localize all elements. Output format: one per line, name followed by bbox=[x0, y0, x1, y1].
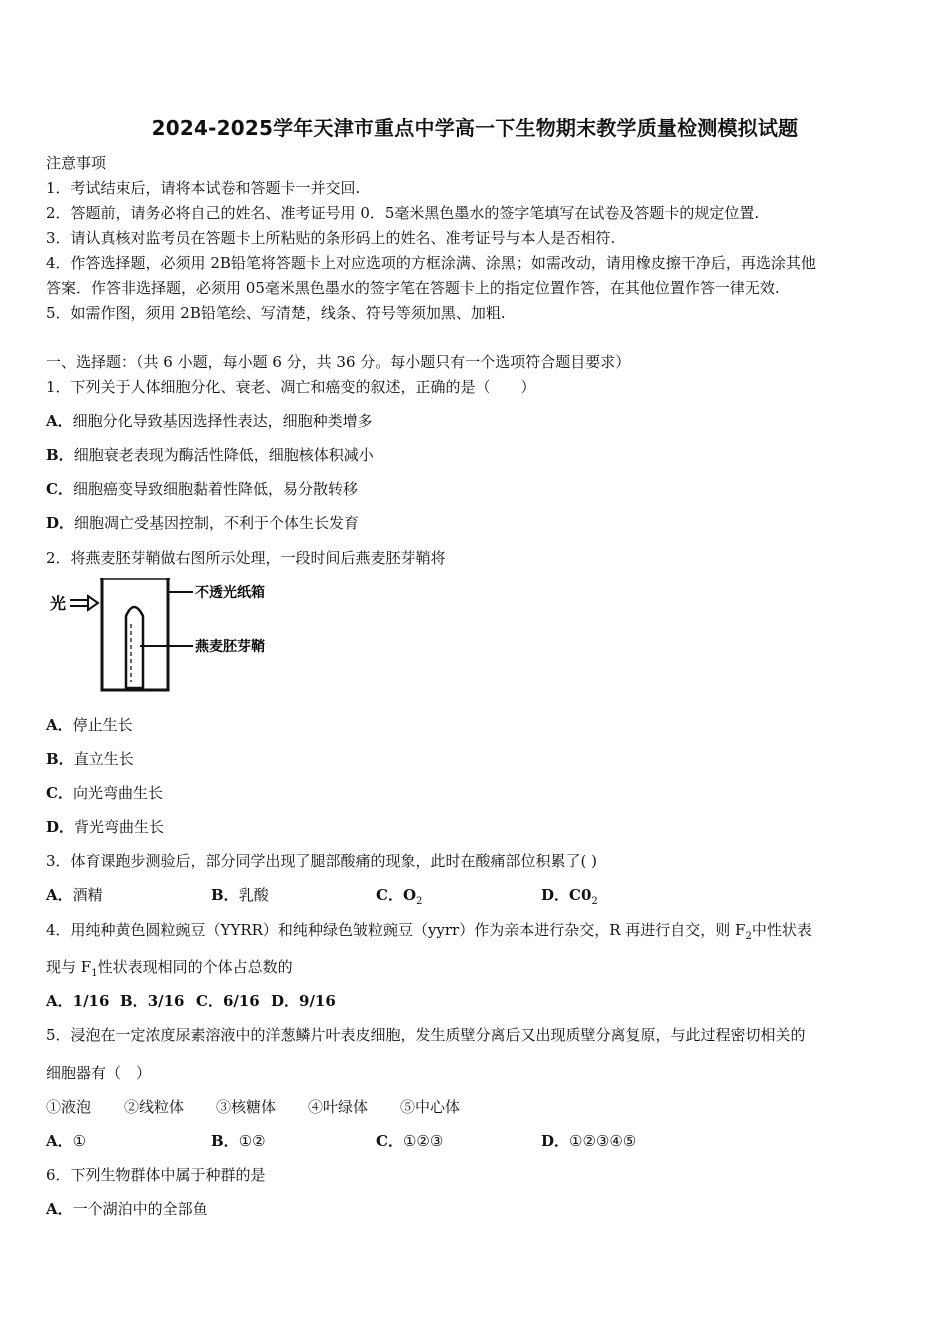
q4-options bbox=[46, 990, 446, 1010]
notice-item-1: 1．考试结束后，请将本试卷和答题卡一并交回. bbox=[46, 179, 361, 197]
option-label: A． bbox=[46, 412, 73, 430]
q4-stem-line1 bbox=[46, 919, 812, 942]
q6-option-a bbox=[46, 1198, 208, 1219]
option-label: A． bbox=[46, 886, 73, 904]
option-label: B． bbox=[46, 446, 74, 464]
page-title: 2024-2025学年天津市重点中学高一下生物期末教学质量检测模拟试题 bbox=[151, 116, 799, 140]
option-text: 一个湖泊中的全部鱼 bbox=[72, 1200, 208, 1218]
option-label: D． bbox=[46, 818, 75, 836]
option-text: 6/16 bbox=[222, 992, 260, 1010]
q5-organelle-list bbox=[46, 1096, 546, 1116]
option-text: 细胞癌变导致细胞黏着性降低，易分散转移 bbox=[72, 480, 358, 498]
option-text: 背光弯曲生长 bbox=[74, 818, 165, 836]
q2-option-b bbox=[46, 748, 134, 769]
coleoptile-diagram bbox=[48, 572, 288, 697]
light-label: 光 bbox=[50, 594, 67, 613]
notice-item-2: 2．答题前，请务必将自己的姓名、准考证号用 0．5毫米黑色墨水的签字笔填写在试卷及答题卡的规定位置. bbox=[46, 204, 760, 222]
option-text: 乳酸 bbox=[238, 886, 269, 904]
oat-coleoptile-figure bbox=[48, 572, 288, 697]
option-label: D． bbox=[541, 1132, 570, 1150]
organelle-item: ④叶绿体 bbox=[308, 1098, 369, 1116]
q1-option-d bbox=[46, 512, 359, 533]
q4-option-d bbox=[271, 990, 336, 1011]
stem-text-tail: 性状表现相同的个体占总数的 bbox=[97, 958, 293, 976]
option-text: 向光弯曲生长 bbox=[72, 784, 163, 802]
notice-item-5: 5．如需作图，须用 2B铅笔绘、写清楚，线条、符号等须加黑、加粗. bbox=[46, 304, 506, 322]
q5-option-b bbox=[211, 1130, 266, 1151]
option-label: B． bbox=[120, 992, 148, 1010]
option-label: C． bbox=[196, 992, 223, 1010]
q1-option-b bbox=[46, 444, 374, 465]
q3-option-c bbox=[376, 884, 422, 907]
notice-item-3: 3．请认真核对监考员在答题卡上所粘贴的条形码上的姓名、准考证号与本人是否相符. bbox=[46, 229, 616, 247]
option-text: 9/16 bbox=[299, 992, 336, 1010]
q4-option-c bbox=[196, 990, 260, 1011]
option-label: D． bbox=[271, 992, 300, 1010]
q2-option-d bbox=[46, 816, 164, 837]
option-label: C． bbox=[376, 886, 403, 904]
notice-heading: 注意事项 bbox=[46, 154, 107, 172]
organelle-item: ①液泡 bbox=[46, 1098, 92, 1116]
q5-options bbox=[46, 1130, 746, 1150]
notice-item-4: 4．作答选择题，必须用 2B铅笔将答题卡上对应选项的方框涂满、涂黑；如需改动，请用橡皮擦干净后，再选涂其他 bbox=[46, 254, 816, 272]
q2-option-c bbox=[46, 782, 163, 803]
option-label: A． bbox=[46, 716, 73, 734]
q3-option-d bbox=[541, 884, 598, 907]
subscript: 2 bbox=[591, 896, 598, 907]
option-text: O bbox=[402, 886, 417, 904]
q5-option-a bbox=[46, 1130, 86, 1151]
option-text: 直立生长 bbox=[73, 750, 134, 768]
subscript: 1 bbox=[91, 968, 98, 979]
stem-text: 现与 F bbox=[46, 958, 92, 976]
q5-option-d bbox=[541, 1130, 636, 1151]
stem-text-tail: 中性状表 bbox=[751, 921, 812, 939]
opaque-box bbox=[102, 578, 168, 690]
option-text: 细胞分化导致基因选择性表达，细胞种类增多 bbox=[72, 412, 373, 430]
option-text: ① bbox=[72, 1132, 87, 1150]
option-label: B． bbox=[46, 750, 74, 768]
light-arrow-icon bbox=[70, 596, 98, 610]
option-text: 酒精 bbox=[72, 886, 103, 904]
q1-option-a bbox=[46, 410, 373, 431]
option-label: C． bbox=[46, 480, 73, 498]
option-text: 细胞衰老表现为酶活性降低，细胞核体积减小 bbox=[73, 446, 374, 464]
organelle-item: ⑤中心体 bbox=[400, 1098, 461, 1116]
organelle-item: ③核糖体 bbox=[216, 1098, 277, 1116]
option-text: ①② bbox=[238, 1132, 266, 1150]
notice-item-4-cont: 答案．作答非选择题，必须用 05毫米黑色墨水的签字笔在答题卡上的指定位置作答，在其他位置作答一律无效. bbox=[46, 279, 780, 297]
box-label: 不透光纸箱 bbox=[195, 585, 265, 601]
q6-stem: 6．下列生物群体中属于种群的是 bbox=[46, 1166, 266, 1184]
q4-stem-line2 bbox=[46, 956, 293, 979]
option-text: ①②③④⑤ bbox=[569, 1132, 637, 1150]
q3-options bbox=[46, 884, 746, 907]
q1-stem: 1．下列关于人体细胞分化、衰老、凋亡和癌变的叙述，正确的是（ ） bbox=[46, 378, 536, 396]
option-text: 细胞凋亡受基因控制，不利于个体生长发育 bbox=[74, 514, 360, 532]
q1-option-c bbox=[46, 478, 358, 499]
q4-option-a bbox=[46, 990, 109, 1011]
option-label: A． bbox=[46, 1200, 73, 1218]
option-text: 停止生长 bbox=[72, 716, 133, 734]
q5-option-c bbox=[376, 1130, 443, 1151]
q3-stem: 3．体育课跑步测验后，部分同学出现了腿部酸痛的现象，此时在酸痛部位积累了( ) bbox=[46, 852, 598, 870]
option-label: D． bbox=[541, 886, 570, 904]
subscript: 2 bbox=[745, 931, 752, 942]
option-label: D． bbox=[46, 514, 75, 532]
option-text: 3/16 bbox=[147, 992, 185, 1010]
option-label: A． bbox=[46, 992, 73, 1010]
sprout-label: 燕麦胚芽鞘 bbox=[195, 639, 265, 655]
option-label: C． bbox=[376, 1132, 403, 1150]
q5-stem-line2: 细胞器有（ ） bbox=[46, 1064, 152, 1082]
section-heading: 一、选择题：（共 6 小题，每小题 6 分，共 36 分。每小题只有一个选项符合题目要求） bbox=[46, 353, 631, 371]
option-text: C0 bbox=[569, 886, 592, 904]
option-label: B． bbox=[211, 886, 239, 904]
coleoptile-shape bbox=[126, 607, 143, 688]
q4-option-b bbox=[120, 990, 184, 1011]
option-label: B． bbox=[211, 1132, 239, 1150]
q3-option-b bbox=[211, 884, 269, 905]
q2-option-a bbox=[46, 714, 133, 735]
organelle-item: ②线粒体 bbox=[124, 1098, 185, 1116]
option-text: ①②③ bbox=[402, 1132, 444, 1150]
q5-stem-line1: 5．浸泡在一定浓度尿素溶液中的洋葱鳞片叶表皮细胞，发生质壁分离后又出现质壁分离复原，与此过程密切相关的 bbox=[46, 1026, 806, 1044]
subscript: 2 bbox=[416, 896, 423, 907]
q2-stem: 2．将燕麦胚芽鞘做右图所示处理，一段时间后燕麦胚芽鞘将 bbox=[46, 549, 446, 567]
option-text: 1/16 bbox=[72, 992, 110, 1010]
option-label: A． bbox=[46, 1132, 73, 1150]
q3-option-a bbox=[46, 884, 103, 905]
option-label: C． bbox=[46, 784, 73, 802]
stem-text: 4．用纯种黄色圆粒豌豆（YYRR）和纯种绿色皱粒豌豆（yyrr）作为亲本进行杂交，R 再进行自交，则 F bbox=[46, 921, 746, 939]
